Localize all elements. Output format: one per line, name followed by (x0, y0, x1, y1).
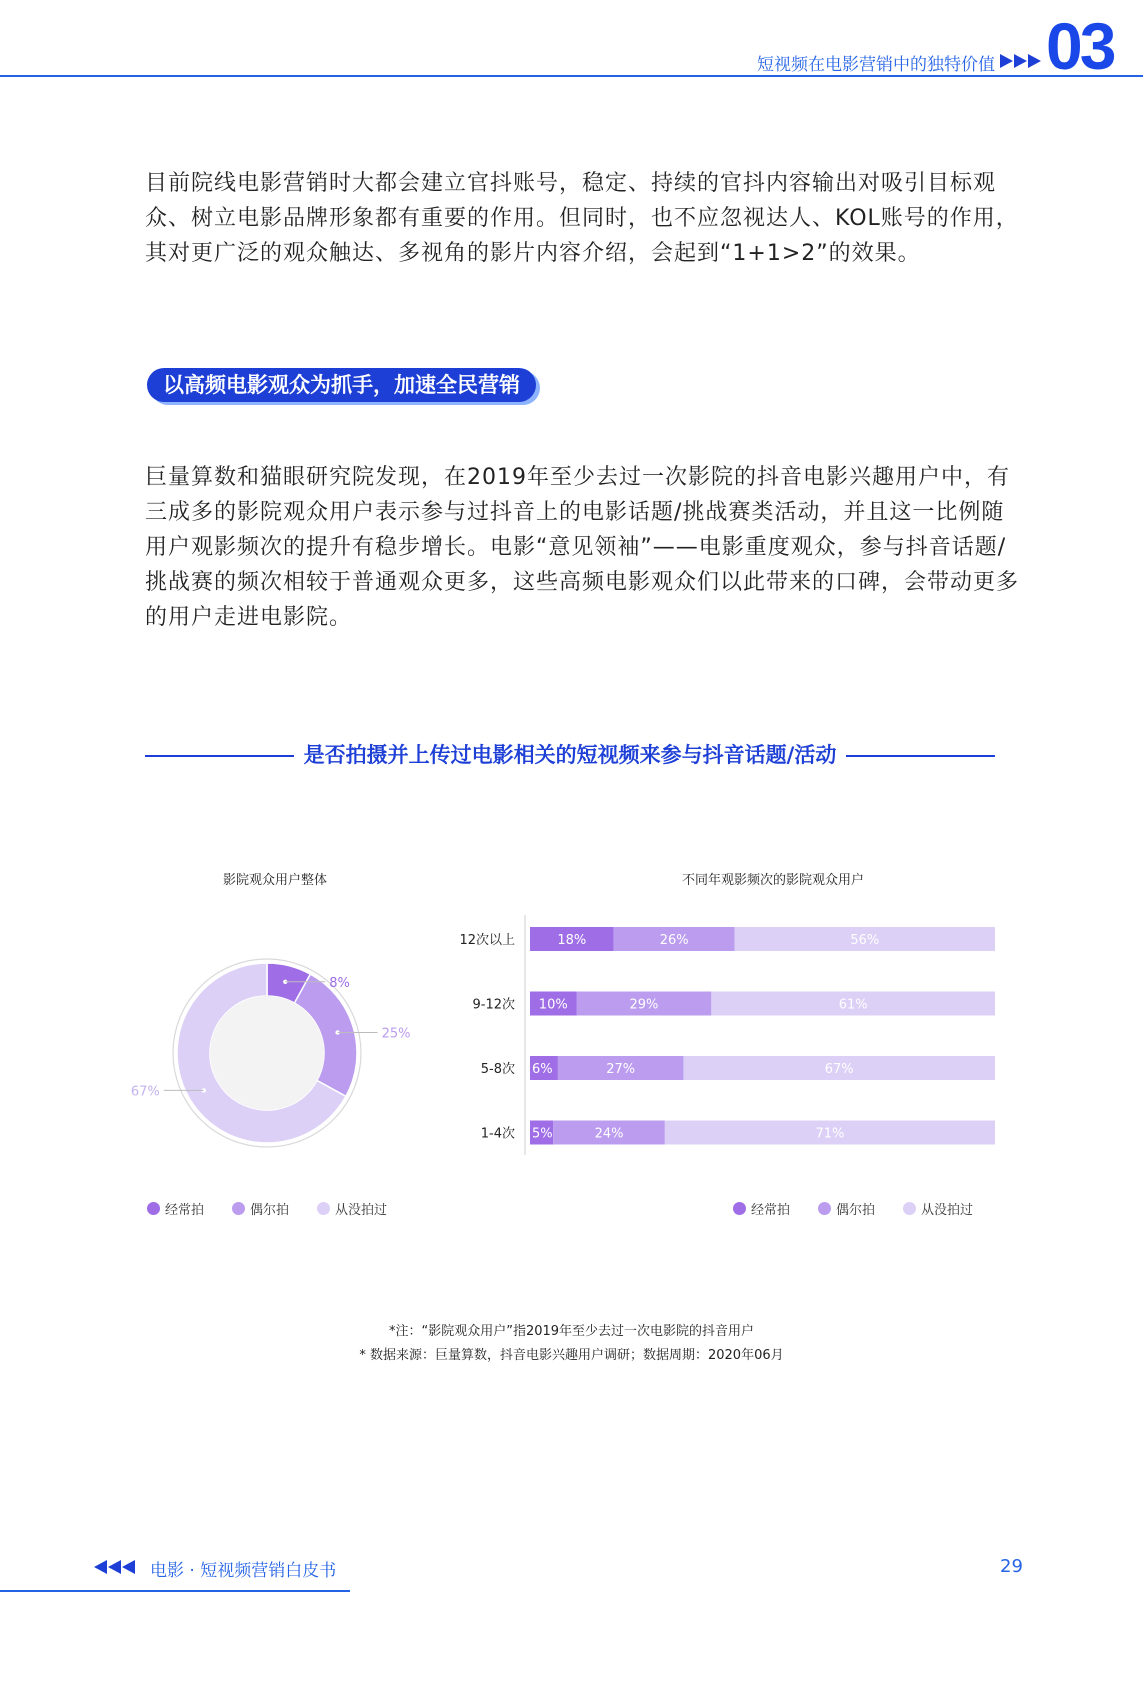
header-rule (0, 75, 1143, 77)
donut-label-occasionally: 25% (381, 1026, 411, 1042)
bar-value-label-often: 5% (532, 1126, 553, 1142)
section-tag: 以高频电影观众为抓手，加速全民营销 (147, 368, 536, 402)
legend-item-often (147, 1199, 204, 1218)
bar-category-label: 12次以上 (459, 933, 515, 948)
bar-value-label-never: 56% (850, 933, 880, 948)
bar-legend-label-often: 经常拍 (751, 1203, 791, 1218)
note-line-2: * 数据来源：巨量算数，抖音电影兴趣用户调研；数据周期：2020年06月 (359, 1348, 784, 1363)
bar-legend-dot-often (733, 1202, 746, 1215)
legend-label-occasionally: 偶尔拍 (250, 1203, 290, 1218)
section-title: 是否拍摄并上传过电影相关的短视频来参与抖音话题/活动 (294, 743, 847, 767)
bar-category-label: 5-8次 (480, 1062, 515, 1077)
bar-value-label-never: 61% (838, 997, 868, 1013)
legend-dot-often (147, 1202, 160, 1215)
footer-title: 电影 · 短视频营销白皮书 (150, 1561, 337, 1581)
body-paragraph-1: 目前院线电影营销时大都会建立官抖账号，稳定、持续的官抖内容输出对吸引目标观众、树立电影品牌形象都有重要的作用。但同时，也不应忽视达人、KOL账号的作用，其对更广泛的观众触达、多视角的影片内容介绍，会起到“1+1>2”的效果。 (145, 171, 1019, 266)
legend-dot-occasionally (232, 1202, 245, 1215)
chapter-title: 短视频在电影营销中的独特价值 (757, 55, 995, 75)
bar-legend-item-occasionally (818, 1199, 875, 1218)
bar-legend-item-never (903, 1199, 973, 1218)
bar-value-label-occasionally: 24% (594, 1126, 624, 1142)
bar-value-label-often: 18% (557, 933, 587, 948)
bar-category-label: 1-4次 (480, 1126, 515, 1142)
donut-label-never: 67% (130, 1084, 160, 1100)
notes (0, 1320, 1143, 1368)
legend-label-often: 经常拍 (165, 1203, 205, 1218)
donut-chart (130, 940, 460, 1170)
legend-item-occasionally (232, 1199, 289, 1218)
chapter-number: 03 (1046, 9, 1114, 83)
stacked-bar-chart (430, 915, 1000, 1155)
legend-label-never: 从没拍过 (335, 1203, 388, 1218)
bar-legend-dot-occasionally (818, 1202, 831, 1215)
bar-legend-item-often (733, 1199, 790, 1218)
bar-chart-title: 不同年观影频次的影院观众用户 (682, 873, 865, 888)
bar-value-label-often: 10% (538, 997, 568, 1013)
donut-label-often: 8% (329, 975, 350, 991)
donut-hole (210, 996, 324, 1110)
legend-dot-never (317, 1202, 330, 1215)
bar-value-label-occasionally: 26% (659, 933, 689, 948)
legend-item-never (317, 1199, 387, 1218)
bar-value-label-occasionally: 27% (606, 1062, 636, 1077)
donut-legend (147, 1199, 415, 1218)
bar-value-label-often: 6% (532, 1062, 553, 1077)
bar-value-label-never: 67% (824, 1062, 854, 1077)
bar-value-label-occasionally: 29% (629, 997, 659, 1013)
bar-legend (733, 1199, 973, 1218)
footer-rule (0, 1590, 350, 1592)
triple-arrow-left-icon (94, 1560, 138, 1574)
triple-arrow-right-icon (1000, 54, 1044, 68)
bar-legend-label-never: 从没拍过 (921, 1203, 974, 1218)
bar-category-label: 9-12次 (472, 997, 515, 1013)
section-title-row (145, 740, 995, 770)
bar-value-label-never: 71% (815, 1126, 845, 1142)
body-paragraph-2: 巨量算数和猫眼研究院发现，在2019年至少去过一次影院的抖音电影兴趣用户中，有三成多的影院观众用户表示参与过抖音上的电影话题/挑战赛类活动，并且这一比例随用户观影频次的提升有稳步增长。电影“意见领袖”——电影重度观众，参与抖音话题/挑战赛的频次相较于普通观众更多，这些高频电影观众们以此带来的口碑，会带动更多的用户走进电影院。 (145, 465, 1020, 630)
page-number: 29 (1000, 1556, 1023, 1577)
bar-legend-label-occasionally: 偶尔拍 (836, 1203, 876, 1218)
donut-chart-title: 影院观众用户整体 (223, 873, 328, 888)
note-line-1: *注：“影院观众用户”指2019年至少去过一次电影院的抖音用户 (388, 1324, 755, 1339)
bar-legend-dot-never (903, 1202, 916, 1215)
